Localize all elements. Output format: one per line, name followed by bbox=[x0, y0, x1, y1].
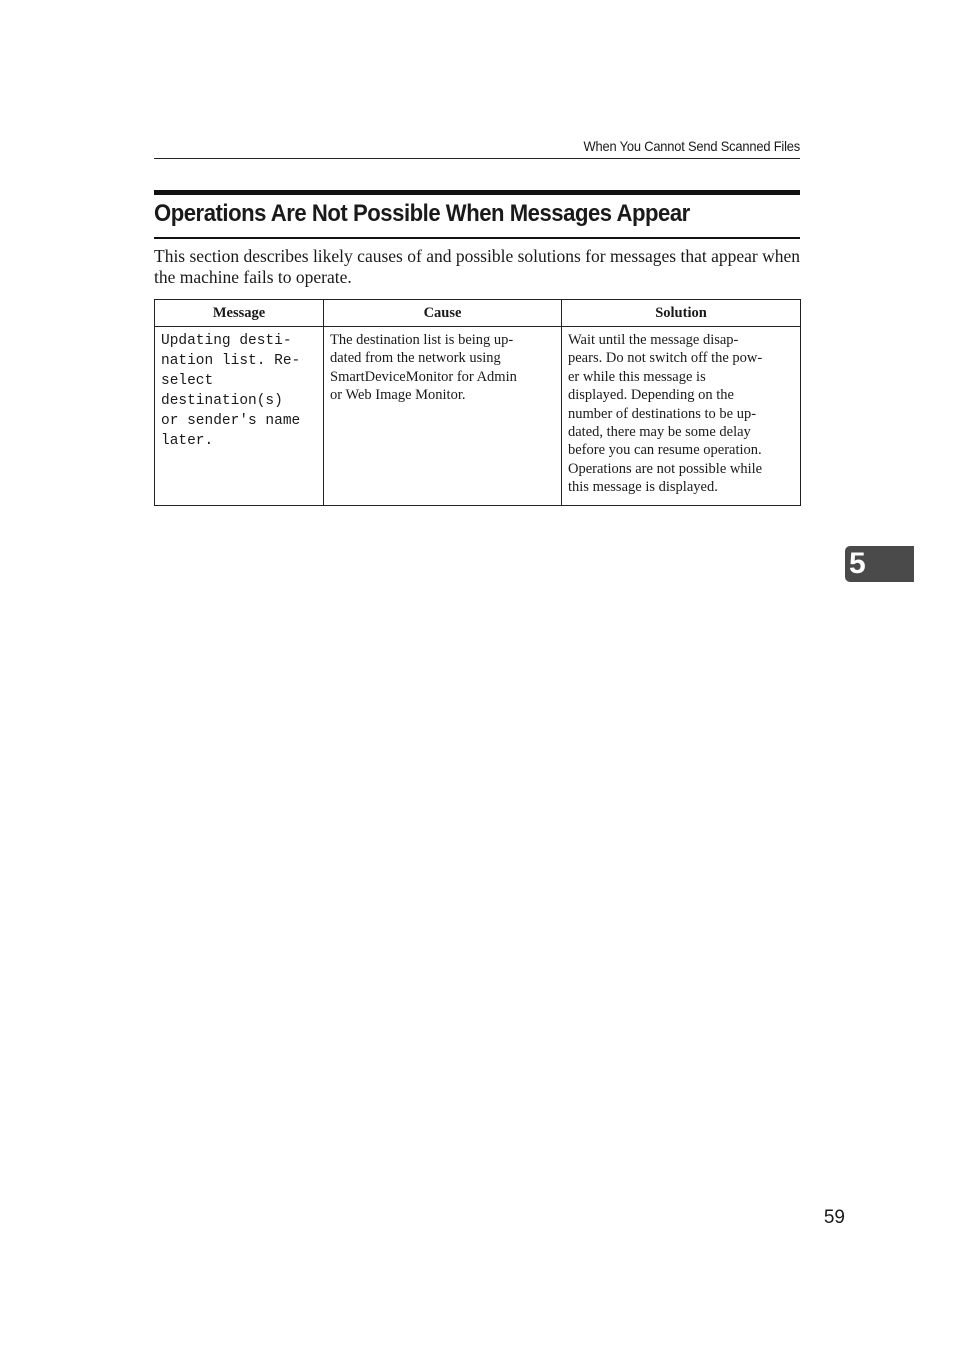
table-header-row bbox=[155, 300, 801, 327]
title-rule-bottom bbox=[154, 237, 800, 239]
table-row bbox=[155, 327, 801, 506]
message-cell: Updating desti- nation list. Re- select destination(s) or sender's name later. bbox=[155, 327, 324, 506]
header-rule bbox=[154, 158, 800, 159]
chapter-tab bbox=[845, 546, 914, 582]
column-header-message: Message bbox=[155, 300, 324, 327]
column-header-solution: Solution bbox=[562, 300, 801, 327]
chapter-number: 5 bbox=[849, 547, 866, 580]
messages-table bbox=[154, 299, 801, 506]
running-header: When You Cannot Send Scanned Files bbox=[583, 138, 800, 154]
page-number: 59 bbox=[823, 1207, 845, 1228]
title-rule-top bbox=[154, 190, 800, 195]
solution-cell: Wait until the message disap- pears. Do not switch off the pow- er while this message is displayed. Depending on the number of destinations to be up- dated, there may be some delay before you can resume operation. Operations are not possible while this message is displayed. bbox=[562, 327, 801, 506]
intro-paragraph: This section describes likely causes of and possible solutions for messages that appear when the machine fails to operate. bbox=[154, 246, 800, 287]
section-title: Operations Are Not Possible When Messages Appear bbox=[154, 200, 690, 227]
column-header-cause: Cause bbox=[324, 300, 562, 327]
cause-cell: The destination list is being up- dated from the network using SmartDeviceMonitor for Admin or Web Image Monitor. bbox=[324, 327, 562, 506]
